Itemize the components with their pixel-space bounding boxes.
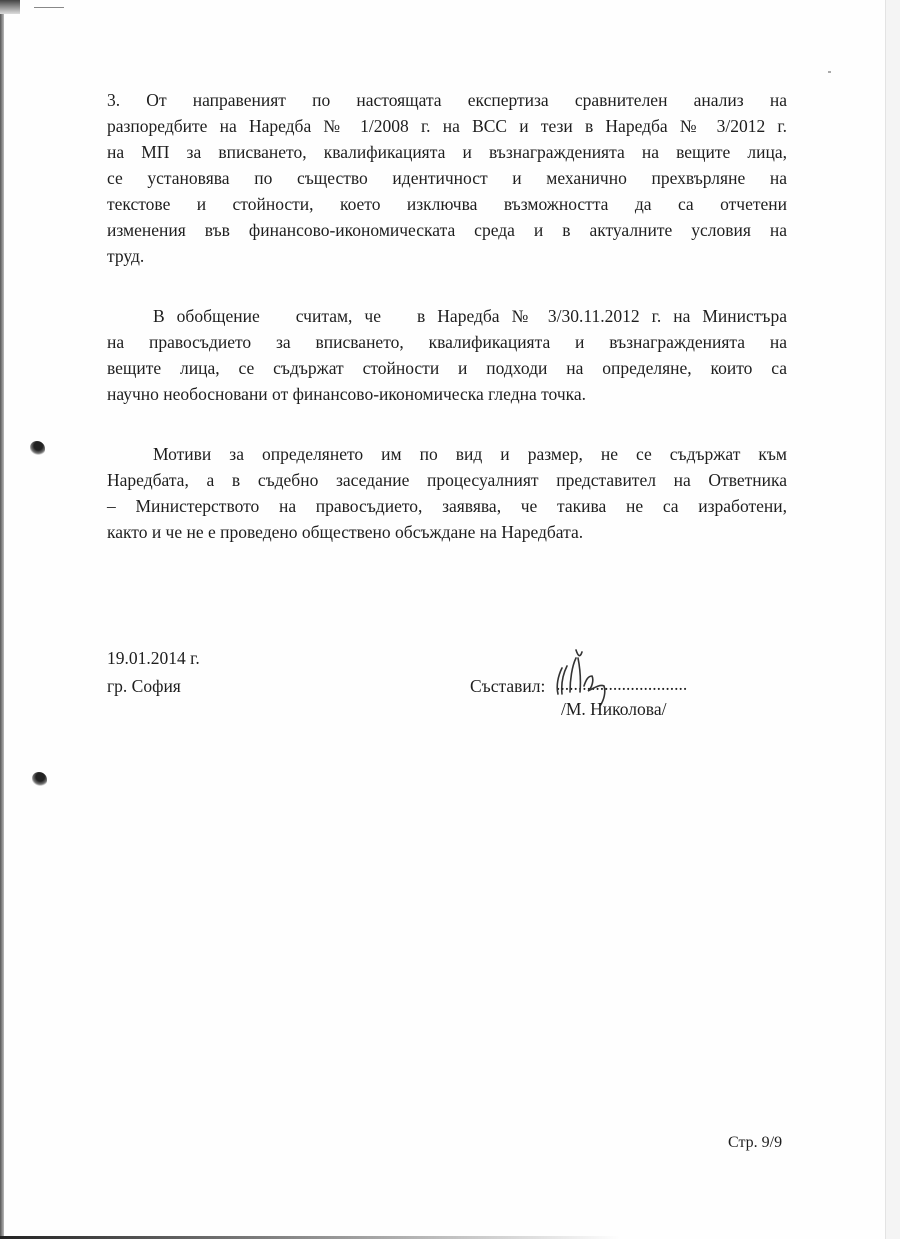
text-line: разпоредбите на Наредба № 1/2008 г. на ВСС и тези в Наредба № 3/2012 г.: [107, 116, 787, 136]
text-line: на правосъдието за вписването, квалификацията и възнагражденията на: [107, 332, 787, 352]
text-line: 3. От направеният по настоящата експертиза сравнителен анализ на: [107, 90, 787, 110]
signature-line: ..............................: [556, 674, 688, 694]
text-line: научно необосновани от финансово-икономическа гледна точка.: [107, 384, 586, 404]
text-line: вещите лица, се съдържат стойности и подходи на определяне, които са: [107, 358, 787, 378]
punch-hole-icon: [30, 441, 45, 455]
document-place: гр. София: [107, 676, 181, 696]
scan-mark: [34, 7, 64, 8]
text-line: – Министерството на правосъдието, заявява, че такива не са изработени,: [107, 496, 787, 516]
punch-hole-icon: [32, 772, 47, 786]
paragraph-2: [107, 303, 787, 407]
text-line: се установява по същество идентичност и механично прехвърляне на: [107, 168, 787, 188]
document-date: 19.01.2014 г.: [107, 648, 200, 668]
scan-speck: [828, 71, 831, 73]
text-line: Мотиви за определянето им по вид и размер, не се съдържат към: [153, 444, 787, 464]
text-line: изменения във финансово-икономическата среда и в актуалните условия на: [107, 220, 787, 240]
page-number: Стр. 9/9: [728, 1134, 783, 1151]
author-name: /М. Николова/: [561, 699, 667, 719]
paragraph-1: [107, 87, 787, 269]
scan-right-edge: [885, 0, 900, 1239]
paragraph-3: [107, 441, 787, 545]
scan-top-edge: [0, 0, 20, 14]
text-line: на МП за вписването, квалификацията и възнагражденията на вещите лица,: [107, 142, 787, 162]
scan-left-edge: [0, 0, 4, 1239]
handwritten-signature: [548, 636, 618, 706]
text-line: Наредбата, а в съдебно заседание процесуалният представител на Ответника: [107, 470, 787, 490]
text-line: както и че не е проведено обществено обсъждане на Наредбата.: [107, 522, 584, 542]
text-line: текстове и стойности, което изключва възможността да са отчетени: [107, 194, 787, 214]
text-line: труд.: [107, 246, 145, 266]
text-line: В обобщение считам, че в Наредба № 3/30.11.2012 г. на Министъра: [153, 306, 787, 326]
compiled-by-label: Съставил:: [470, 676, 546, 696]
